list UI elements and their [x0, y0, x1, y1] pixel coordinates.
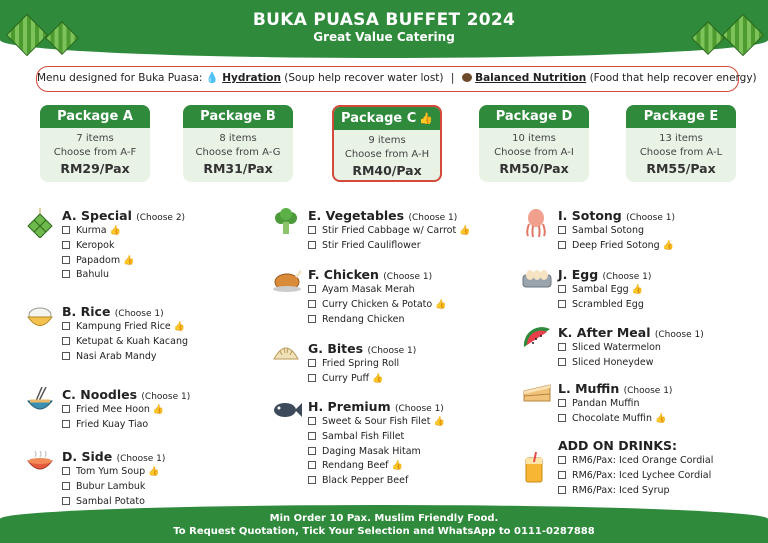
menu-item-checkbox[interactable] [62, 256, 70, 264]
menu-item [62, 268, 134, 283]
menu-category [522, 267, 762, 317]
drink-item-checkbox[interactable] [558, 456, 566, 464]
menu-item-name: Bahulu [76, 269, 110, 281]
menu-item-name: Papadom [76, 254, 121, 266]
menu-category [522, 381, 762, 431]
category-title [308, 208, 457, 223]
menu-item-checkbox[interactable] [62, 226, 70, 234]
watermelon-icon [522, 325, 550, 353]
thumbs-up-icon: 👍 [459, 226, 471, 236]
menu-item-name: Ayam Masak Merah [322, 284, 415, 295]
menu-item [308, 445, 445, 460]
menu-item-name: Chocolate Muffin [572, 412, 652, 424]
menu-item-name: Curry Chicken & Potato [322, 298, 433, 310]
menu-item [558, 239, 674, 254]
drink-item-name: RM6/Pax: Iced Syrup [572, 484, 670, 496]
category-title [62, 208, 185, 223]
drink-item-checkbox[interactable] [558, 486, 566, 494]
menu-item-checkbox[interactable] [308, 285, 316, 293]
fish-icon [272, 399, 300, 427]
category-choose: (Choose 1) [602, 272, 652, 282]
menu-item-name: Sambal Potato [76, 495, 145, 507]
category-title [558, 208, 675, 223]
menu-item [558, 283, 644, 298]
noodle-bowl-icon [26, 387, 54, 415]
menu-category [272, 341, 512, 391]
category-choose: (Choose 1) [394, 404, 444, 414]
thumbs-up-icon: 👍 [419, 112, 433, 125]
menu-item-checkbox[interactable] [308, 315, 316, 323]
menu-item [62, 403, 164, 418]
category-name: A. Special [62, 208, 132, 223]
category-title [558, 267, 651, 282]
menu-item-checkbox[interactable] [558, 414, 566, 422]
menu-item-name: Scrambled Egg [572, 298, 644, 310]
menu-category [272, 208, 512, 258]
category-title [308, 399, 444, 414]
drink-item-name: RM6/Pax: Iced Lychee Cordial [572, 469, 712, 481]
package-item-count: 7 items [76, 133, 114, 144]
menu-item [62, 320, 188, 335]
menu-item-checkbox[interactable] [308, 476, 316, 484]
menu-item [62, 350, 188, 365]
thumbs-up-icon: 👍 [631, 285, 643, 295]
category-name: G. Bites [308, 341, 364, 356]
thumbs-up-icon: 👍 [109, 226, 121, 236]
menu-item [62, 224, 134, 239]
menu-item-name: Rendang Beef [322, 460, 389, 472]
menu-item-checkbox[interactable] [62, 497, 70, 505]
menu-item [62, 418, 164, 433]
drink-item [558, 469, 713, 484]
drink-glass-icon [522, 452, 550, 480]
thumbs-up-icon: 👍 [148, 467, 160, 477]
menu-item-checkbox[interactable] [558, 241, 566, 249]
soup-bowl-icon [26, 449, 54, 477]
menu-item-checkbox[interactable] [62, 467, 70, 475]
package-card [40, 105, 150, 182]
category-name: I. Sotong [558, 208, 622, 223]
menu-item-name: Tom Yum Soup [76, 466, 146, 477]
category-name: B. Rice [62, 304, 111, 319]
menu-item [558, 356, 661, 371]
category-name: L. Muffin [558, 381, 620, 396]
package-choose-range: Choose from A-L [639, 147, 723, 158]
category-choose: (Choose 1) [367, 346, 417, 356]
menu-item-name: Sambal Sotong [572, 225, 645, 236]
page-title: BUKA PUASA BUFFET 2024 [252, 10, 516, 30]
category-name: C. Noodles [62, 387, 138, 402]
category-title [62, 304, 164, 319]
menu-category [26, 387, 266, 437]
category-name: H. Premium [308, 399, 391, 414]
category-title [62, 449, 165, 464]
dumpling-icon [272, 341, 300, 369]
note-separator: | [450, 72, 455, 84]
menu-item-checkbox[interactable] [308, 374, 316, 382]
package-name: Package E [626, 105, 736, 128]
menu-item-checkbox[interactable] [62, 352, 70, 360]
package-card [183, 105, 293, 182]
footer-line-1: Min Order 10 Pax. Muslim Friendly Food. [269, 513, 499, 524]
page-subtitle: Great Value Catering [313, 30, 455, 44]
menu-item [558, 412, 666, 427]
menu-item [308, 298, 446, 313]
thumbs-up-icon: 👍 [372, 373, 384, 384]
package-name: Package A [40, 105, 150, 128]
menu-item [308, 430, 445, 445]
menu-item-checkbox[interactable] [62, 241, 70, 249]
menu-item-name: Sambal Fish Fillet [322, 430, 405, 442]
package-choose-range: Choose from A-F [53, 147, 137, 158]
broccoli-icon [272, 208, 300, 236]
menu-item-name: Kurma [76, 225, 107, 236]
coconut-icon [462, 73, 472, 82]
category-title [62, 387, 190, 402]
package-name: Package C 👍 [334, 107, 440, 130]
menu-item-checkbox[interactable] [558, 343, 566, 351]
drink-item-checkbox[interactable] [558, 471, 566, 479]
menu-item-name: Deep Fried Sotong [572, 239, 660, 251]
category-choose: (Choose 1) [116, 454, 166, 464]
package-choose-range: Choose from A-I [494, 147, 574, 158]
category-choose: (Choose 1) [654, 330, 704, 340]
egg-tray-icon [522, 267, 550, 295]
menu-item-checkbox[interactable] [308, 461, 316, 469]
category-title [308, 341, 416, 356]
menu-item-checkbox[interactable] [558, 358, 566, 366]
menu-item [558, 224, 674, 239]
package-name: Package B [183, 105, 293, 128]
menu-item-checkbox[interactable] [308, 359, 316, 367]
package-item-count: 8 items [219, 133, 257, 144]
category-choose: (Choose 2) [136, 213, 186, 223]
package-name: Package D [479, 105, 589, 128]
category-title [558, 381, 672, 396]
menu-item-checkbox[interactable] [558, 285, 566, 293]
footer-line-2: To Request Quotation, Tick Your Selection and WhatsApp to 0111-0287888 [173, 526, 595, 537]
note-nutrition: Balanced Nutrition [475, 72, 587, 84]
menu-item [308, 224, 470, 239]
menu-category [272, 399, 512, 494]
menu-item [62, 254, 134, 269]
thumbs-up-icon: 👍 [435, 299, 447, 310]
menu-item-name: Sweet & Sour Fish Filet [322, 416, 431, 427]
menu-item [558, 397, 666, 412]
footer-banner [0, 505, 768, 543]
package-card [479, 105, 589, 182]
menu-item-name: Sambal Egg [572, 284, 629, 295]
menu-item-checkbox[interactable] [558, 226, 566, 234]
note-nutrition-desc: (Food that help recover energy) [586, 72, 757, 84]
category-choose: (Choose 1) [623, 386, 673, 396]
category-name: J. Egg [558, 267, 599, 282]
thumbs-up-icon: 👍 [391, 461, 403, 472]
thumbs-up-icon: 👍 [662, 240, 674, 251]
package-item-count: 13 items [659, 133, 703, 144]
menu-item-name: Ketupat & Kuah Kacang [76, 335, 188, 347]
category-choose: (Choose 1) [408, 213, 458, 223]
thumbs-up-icon: 👍 [173, 322, 186, 332]
menu-item [308, 239, 470, 254]
menu-item [308, 357, 399, 372]
menu-item [308, 313, 446, 328]
menu-item-name: Stir Fried Cabbage w/ Carrot [322, 225, 457, 236]
menu-item [308, 283, 446, 298]
package-item-count: 9 items [368, 135, 406, 146]
drinks-section [522, 438, 762, 498]
package-price: RM29/Pax [60, 161, 130, 176]
menu-category [26, 449, 266, 514]
menu-item [62, 480, 159, 495]
menu-item-name: Pandan Muffin [572, 398, 640, 409]
drink-item [558, 454, 713, 469]
menu-item-name: Fried Kuay Tiao [76, 418, 149, 430]
thumbs-up-icon: 👍 [123, 255, 135, 266]
roast-chicken-icon [272, 267, 300, 295]
menu-item-checkbox[interactable] [62, 405, 70, 413]
menu-item [558, 341, 661, 356]
menu-item [62, 239, 134, 254]
menu-item-checkbox[interactable] [308, 417, 316, 425]
menu-item-checkbox[interactable] [558, 399, 566, 407]
category-name: D. Side [62, 449, 113, 464]
rice-bowl-icon [26, 304, 54, 332]
menu-item [62, 335, 188, 350]
drink-item-name: RM6/Pax: Iced Orange Cordial [572, 455, 714, 466]
thumbs-up-icon: 👍 [152, 405, 165, 415]
drink-item [558, 484, 713, 499]
menu-item-name: Curry Puff [322, 372, 370, 384]
menu-item-checkbox[interactable] [308, 226, 316, 234]
package-card [626, 105, 736, 182]
menu-item-checkbox[interactable] [62, 482, 70, 490]
menu-item-checkbox[interactable] [308, 432, 316, 440]
squid-icon [522, 208, 550, 236]
water-drop-icon: 💧 [205, 72, 219, 84]
category-choose: (Choose 1) [141, 392, 191, 402]
category-title [308, 267, 432, 282]
menu-item-checkbox[interactable] [62, 420, 70, 428]
ketupat-icon [26, 208, 54, 236]
category-choose: (Choose 1) [383, 272, 433, 282]
menu-item [308, 459, 445, 474]
category-name: F. Chicken [308, 267, 379, 282]
menu-item-checkbox[interactable] [308, 300, 316, 308]
thumbs-up-icon: 👍 [433, 417, 445, 427]
package-choose-range: Choose from A-G [195, 147, 281, 158]
menu-item-checkbox[interactable] [62, 337, 70, 345]
menu-item-name: Black Pepper Beef [322, 475, 409, 487]
package-item-count: 10 items [512, 133, 556, 144]
menu-item-name: Stir Fried Cauliflower [322, 239, 421, 251]
drinks-title: ADD ON DRINKS: [558, 438, 678, 453]
category-title [558, 325, 704, 340]
note-hydration-desc: (Soup help recover water lost) [280, 72, 444, 84]
menu-item-name: Sliced Watermelon [572, 342, 661, 353]
package-price: RM31/Pax [203, 161, 273, 176]
menu-category [26, 208, 266, 288]
menu-item-name: Kampung Fried Rice [76, 321, 171, 332]
menu-item [308, 415, 445, 430]
menu-item-name: Fried Mee Hoon [76, 404, 150, 415]
package-price: RM40/Pax [352, 163, 422, 178]
package-card [332, 105, 442, 182]
menu-item-checkbox[interactable] [558, 300, 566, 308]
menu-item-checkbox[interactable] [62, 322, 70, 330]
package-price: RM55/Pax [646, 161, 716, 176]
menu-note [36, 66, 757, 92]
menu-item [308, 474, 445, 489]
menu-item-checkbox[interactable] [308, 241, 316, 249]
menu-item [62, 465, 159, 480]
menu-category [272, 267, 512, 332]
package-price: RM50/Pax [499, 161, 569, 176]
thumbs-up-icon: 👍 [654, 413, 667, 424]
menu-category [522, 325, 762, 375]
category-name: E. Vegetables [308, 208, 405, 223]
menu-item-name: Nasi Arab Mandy [76, 350, 157, 362]
menu-item-checkbox[interactable] [308, 447, 316, 455]
menu-item-name: Keropok [76, 239, 115, 251]
menu-item-name: Fried Spring Roll [322, 358, 400, 369]
menu-category [26, 304, 266, 369]
menu-item [558, 298, 644, 313]
menu-item-name: Rendang Chicken [322, 313, 405, 325]
category-name: K. After Meal [558, 325, 651, 340]
note-prefix: Menu designed for Buka Puasa: [37, 72, 206, 84]
menu-item-name: Daging Masak Hitam [322, 445, 421, 457]
category-choose: (Choose 1) [114, 309, 164, 319]
menu-item-checkbox[interactable] [62, 270, 70, 278]
menu-category [522, 208, 762, 258]
menu-item-name: Bubur Lambuk [76, 480, 146, 492]
package-choose-range: Choose from A-H [344, 149, 430, 160]
cake-slice-icon [522, 381, 550, 409]
menu-item [308, 372, 399, 387]
menu-item-name: Sliced Honeydew [572, 356, 654, 368]
category-choose: (Choose 1) [626, 213, 675, 223]
note-hydration: Hydration [222, 72, 281, 84]
